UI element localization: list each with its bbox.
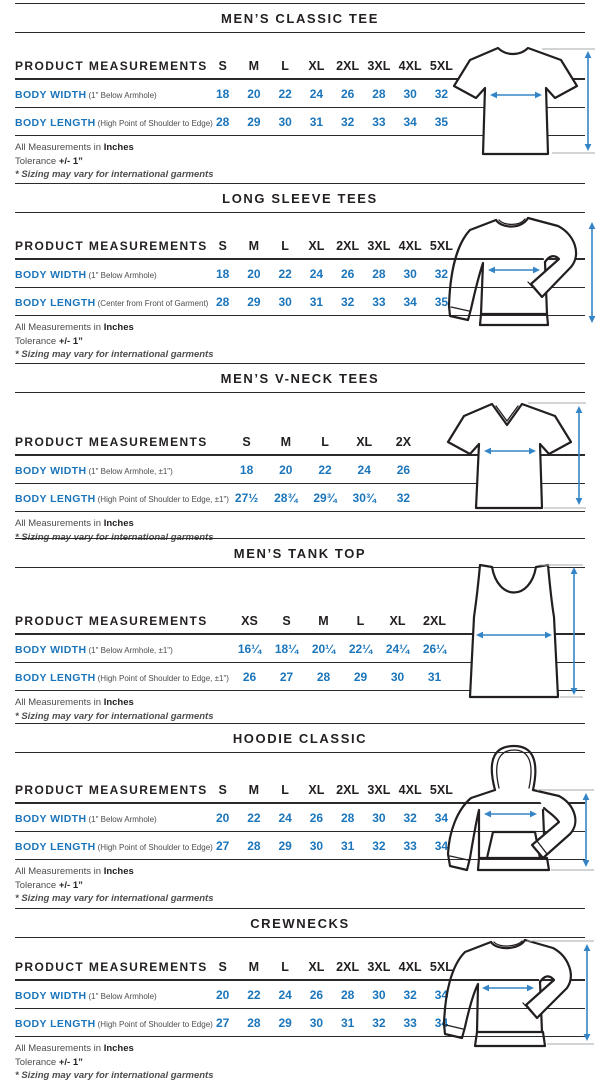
tolerance-note: Tolerance +/- 1” [15, 1056, 83, 1068]
sizing-note: * Sizing may vary for international garments [15, 169, 214, 181]
table-cell: 20 [279, 463, 293, 477]
table-cell: 27 [215, 839, 230, 853]
table-cell: 32 [396, 491, 411, 505]
table-cell: 24 [357, 463, 371, 477]
table-cell: 16¼ [237, 642, 262, 656]
length-arrow [589, 222, 596, 323]
body-width-values [231, 642, 453, 656]
table-header-label: PRODUCT MEASUREMENTS [15, 614, 208, 628]
table-cell: 30¾ [352, 491, 376, 505]
table-cell: S [218, 239, 227, 253]
sizing-note: * Sizing may vary for international garments [15, 349, 214, 361]
table-cell: 33 [372, 295, 386, 309]
table-cell: XL [308, 960, 325, 974]
table-cell: 20 [247, 87, 261, 101]
garment-outline [444, 942, 491, 1038]
table-cell: XS [241, 614, 258, 628]
row-label: BODY WIDTH [15, 465, 87, 477]
length-arrow [583, 793, 590, 867]
measurements-note: All Measurements in Inches [15, 142, 134, 153]
row-label: BODY WIDTH [15, 990, 87, 1002]
table-cell: M [318, 614, 329, 628]
body-length-values [207, 839, 457, 853]
width-arrow [488, 267, 540, 274]
v-neck-tee-illustration [440, 394, 590, 526]
table-cell: 24 [278, 811, 292, 825]
table-cell: 33 [403, 839, 417, 853]
table-cell: M [248, 960, 260, 974]
table-cell: 34 [403, 295, 417, 309]
table-cell: 27 [215, 1016, 230, 1030]
table-header-label: PRODUCT MEASUREMENTS [15, 239, 208, 253]
table-cell: XL [308, 783, 325, 797]
row-label: BODY LENGTH [15, 493, 96, 505]
row-detail: (High Point of Shoulder to Edge) [97, 119, 213, 128]
table-cell: 2XL [336, 59, 360, 73]
table-cell: 4XL [398, 960, 422, 974]
sizing-note: * Sizing may vary for international garments [15, 710, 214, 722]
table-cell: 26 [309, 811, 324, 825]
table-cell: 22 [278, 87, 292, 101]
width-arrow [484, 811, 537, 818]
table-header-label: PRODUCT MEASUREMENTS [15, 783, 208, 797]
table-cell: M [248, 59, 260, 73]
body-width-values [207, 811, 457, 825]
row-detail: (1" Below Armhole) [88, 91, 157, 100]
section-title: CREWNECKS [250, 916, 350, 931]
body-width-values [207, 87, 457, 101]
row-detail: (High Point of Shoulder to Edge) [97, 1020, 213, 1029]
table-cell: M [280, 435, 292, 449]
table-cell: 3XL [367, 960, 391, 974]
table-cell: 4XL [398, 59, 422, 73]
tank-top-illustration [446, 559, 586, 711]
table-cell: M [248, 783, 260, 797]
table-cell: 32 [434, 267, 449, 281]
table-cell: 33 [372, 115, 386, 129]
table-cell: 2XL [423, 614, 446, 628]
table-cell: 28 [340, 811, 355, 825]
table-header-label: PRODUCT MEASUREMENTS [15, 960, 208, 974]
table-cell: 18 [239, 463, 254, 477]
row-label: BODY WIDTH [15, 89, 87, 101]
table-cell: 34 [434, 988, 449, 1002]
table-cell: 2XL [336, 239, 360, 253]
length-arrow [585, 51, 592, 151]
measurements-note: All Measurements in Inches [15, 866, 134, 877]
section-mens-classic-tee [0, 0, 600, 180]
table-cell: 5XL [429, 59, 453, 73]
size-header-cells [231, 614, 453, 628]
length-arrow [584, 944, 591, 1041]
table-cell: 18 [215, 87, 230, 101]
table-cell: XL [356, 435, 373, 449]
table-cell: 20 [215, 811, 230, 825]
section-hoodie-classic [0, 720, 600, 905]
table-cell: 32 [372, 1016, 386, 1030]
row-detail: (High Point of Shoulder to Edge) [97, 843, 213, 852]
table-cell: 4XL [398, 239, 422, 253]
table-cell: 30 [390, 670, 405, 684]
table-cell: 28 [372, 87, 386, 101]
table-cell: S [218, 960, 227, 974]
table-cell: 26 [242, 670, 257, 684]
length-arrow [571, 567, 578, 695]
table-cell: L [281, 239, 289, 253]
table-cell: 2XL [336, 960, 360, 974]
row-label: BODY LENGTH [15, 117, 96, 129]
table-cell: 26 [340, 267, 355, 281]
measurements-note: All Measurements in Inches [15, 1043, 134, 1054]
section-title-bar [15, 3, 585, 33]
table-cell: L [281, 960, 289, 974]
section-crewnecks [0, 905, 600, 1082]
body-length-values [207, 1016, 457, 1030]
garment-outline [470, 565, 558, 697]
table-cell: 34 [434, 839, 449, 853]
table-cell: 5XL [429, 239, 453, 253]
table-cell: 22 [318, 463, 332, 477]
row-detail: (Center from Front of Garment) [97, 299, 209, 308]
row-detail: (High Point of Shoulder to Edge, ±1") [97, 674, 229, 683]
garment-outline [454, 48, 577, 154]
table-cell: 29 [247, 295, 261, 309]
hoodie-illustration [437, 744, 597, 896]
table-cell: 27 [279, 670, 294, 684]
row-detail: (1" Below Armhole) [88, 271, 157, 280]
table-cell: 4XL [398, 783, 422, 797]
body-length-values [207, 115, 457, 129]
section-long-sleeve-tees [0, 180, 600, 360]
body-length-values [227, 491, 423, 505]
tolerance-note: Tolerance +/- 1” [15, 879, 83, 891]
table-cell: 30 [278, 115, 292, 129]
table-cell: 29 [278, 839, 292, 853]
section-title: MEN’S V-NECK TEES [220, 371, 380, 386]
table-cell: 31 [340, 1016, 355, 1030]
table-cell: L [356, 614, 365, 628]
section-title-bar [15, 183, 585, 213]
table-cell: 32 [434, 87, 449, 101]
body-width-values [227, 463, 423, 477]
body-width-values [207, 267, 457, 281]
table-cell: 28¾ [274, 491, 298, 505]
section-title-bar [15, 363, 585, 393]
row-label: BODY LENGTH [15, 672, 96, 684]
table-cell: 27½ [234, 491, 259, 505]
table-cell: 28 [247, 839, 261, 853]
garment-outline [448, 404, 571, 508]
section-title: HOODIE CLASSIC [232, 731, 368, 746]
table-cell: 32 [403, 988, 417, 1002]
table-cell: 28 [316, 670, 331, 684]
table-cell: 35 [434, 295, 449, 309]
table-cell: 28 [372, 267, 386, 281]
row-detail: (High Point of Shoulder to Edge, ±1") [97, 495, 229, 504]
length-arrow [576, 406, 583, 505]
table-cell: 22 [278, 267, 292, 281]
table-cell: 18¼ [274, 642, 299, 656]
table-cell: S [242, 435, 251, 449]
table-cell: 35 [434, 115, 449, 129]
table-cell: 18 [215, 267, 230, 281]
table-cell: S [218, 783, 227, 797]
table-cell: 22 [247, 988, 261, 1002]
table-cell: 32 [403, 811, 417, 825]
measurements-note: All Measurements in Inches [15, 322, 134, 333]
table-cell: 24 [278, 988, 292, 1002]
table-cell: 31 [340, 839, 355, 853]
table-header-label: PRODUCT MEASUREMENTS [15, 59, 208, 73]
table-cell: 34 [434, 1016, 449, 1030]
table-cell: L [281, 783, 289, 797]
row-detail: (1" Below Armhole, ±1") [88, 646, 173, 655]
table-cell: 28 [247, 1016, 261, 1030]
body-length-values [207, 295, 457, 309]
measurements-note: All Measurements in Inches [15, 518, 134, 529]
table-cell: 34 [403, 115, 417, 129]
row-detail: (1" Below Armhole) [88, 815, 157, 824]
table-cell: L [281, 59, 289, 73]
table-cell: 20 [215, 988, 230, 1002]
table-cell: 20 [247, 267, 261, 281]
section-title: MEN’S TANK TOP [233, 546, 367, 561]
table-cell: M [248, 239, 260, 253]
measurements-note: All Measurements in Inches [15, 697, 134, 708]
table-cell: 24 [309, 87, 324, 101]
size-header-cells [207, 783, 457, 797]
body-length-values [231, 670, 453, 684]
table-header-label: PRODUCT MEASUREMENTS [15, 435, 208, 449]
table-cell: 31 [309, 295, 324, 309]
table-cell: S [282, 614, 291, 628]
sizing-note: * Sizing may vary for international garments [15, 531, 214, 543]
table-cell: 26 [340, 87, 355, 101]
table-cell: 30 [403, 267, 417, 281]
table-cell: XL [389, 614, 406, 628]
tolerance-note: Tolerance +/- 1” [15, 155, 83, 167]
tolerance-note: Tolerance +/- 1” [15, 335, 83, 347]
table-cell: 28 [215, 115, 230, 129]
table-cell: XL [308, 239, 325, 253]
table-cell: 3XL [367, 239, 391, 253]
table-cell: 2XL [336, 783, 360, 797]
row-label: BODY LENGTH [15, 841, 96, 853]
table-cell: 29 [353, 670, 368, 684]
row-label: BODY LENGTH [15, 1018, 96, 1030]
table-cell: 30 [372, 988, 386, 1002]
table-cell: 32 [372, 839, 386, 853]
body-width-values [207, 988, 457, 1002]
sizing-note: * Sizing may vary for international garments [15, 1070, 214, 1082]
sizing-note: * Sizing may vary for international garments [15, 893, 214, 905]
table-cell: 20¼ [311, 642, 336, 656]
row-detail: (1" Below Armhole, ±1") [88, 467, 173, 476]
table-cell: 31 [309, 115, 324, 129]
table-cell: 3XL [367, 783, 391, 797]
table-cell: 32 [340, 115, 355, 129]
table-cell: 31 [427, 670, 442, 684]
table-cell: 24 [309, 267, 324, 281]
table-cell: 24¼ [385, 642, 410, 656]
size-header-cells [207, 59, 457, 73]
table-cell: 26¼ [422, 642, 447, 656]
table-cell: 29 [278, 1016, 292, 1030]
size-header-cells [207, 239, 457, 253]
table-cell: 2X [395, 435, 412, 449]
table-cell: 29¾ [313, 491, 337, 505]
table-cell: 30 [309, 1016, 324, 1030]
table-cell: L [321, 435, 329, 449]
crewneck-illustration [437, 932, 597, 1068]
table-cell: 5XL [429, 783, 453, 797]
table-cell: 34 [434, 811, 449, 825]
section-mens-tank-top [0, 535, 600, 720]
classic-tee-illustration [446, 38, 596, 170]
table-cell: 32 [340, 295, 355, 309]
table-cell: 22 [247, 811, 261, 825]
table-cell: S [218, 59, 227, 73]
width-arrow [482, 985, 534, 992]
table-cell: 30 [309, 839, 324, 853]
section-title: MEN’S CLASSIC TEE [221, 11, 379, 26]
table-cell: 29 [247, 115, 261, 129]
table-cell: 33 [403, 1016, 417, 1030]
section-title: LONG SLEEVE TEES [222, 191, 378, 206]
row-detail: (1" Below Armhole) [88, 992, 157, 1001]
table-cell: 3XL [367, 59, 391, 73]
table-cell: 28 [215, 295, 230, 309]
table-cell: 26 [396, 463, 411, 477]
table-cell: 22¼ [348, 642, 373, 656]
table-cell: 30 [278, 295, 292, 309]
table-cell: 5XL [429, 960, 453, 974]
table-cell: 30 [372, 811, 386, 825]
table-cell: 26 [309, 988, 324, 1002]
size-header-cells [227, 435, 423, 449]
table-cell: 28 [340, 988, 355, 1002]
size-header-cells [207, 960, 457, 974]
row-label: BODY WIDTH [15, 644, 87, 656]
row-label: BODY WIDTH [15, 813, 87, 825]
long-sleeve-tee-illustration [440, 210, 600, 356]
section-mens-v-neck-tees [0, 360, 600, 543]
table-cell: 30 [403, 87, 417, 101]
row-label: BODY WIDTH [15, 269, 87, 281]
row-label: BODY LENGTH [15, 297, 96, 309]
table-cell: XL [308, 59, 325, 73]
